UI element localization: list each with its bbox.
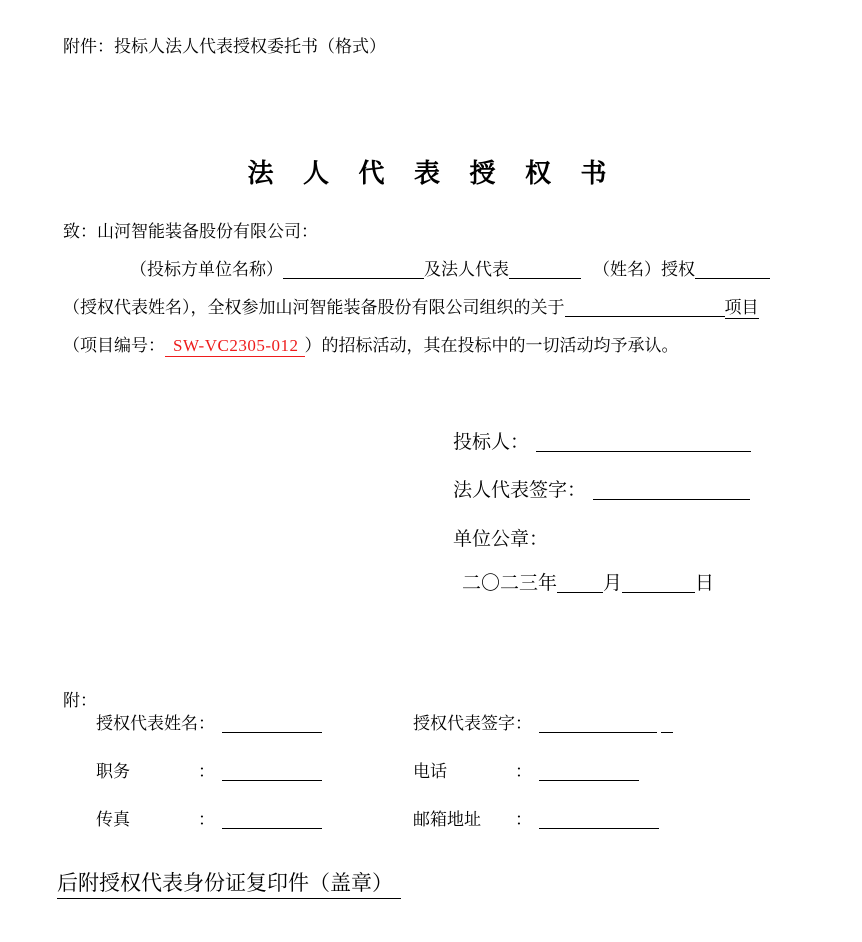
colon: ：	[198, 810, 215, 829]
body-line-project-code	[63, 334, 679, 358]
fax-blank[interactable]	[222, 810, 322, 829]
fax-label: 传真	[96, 810, 130, 829]
position-blank[interactable]	[222, 762, 322, 781]
rep-signature-blank[interactable]	[539, 714, 657, 733]
appendix-field-fax	[96, 808, 322, 832]
rep-name-label: 授权代表姓名	[96, 714, 198, 733]
appendix-row-name-signature	[0, 712, 862, 742]
colon: ：	[515, 762, 532, 781]
bidder-signature-blank[interactable]	[536, 433, 751, 452]
date-month-blank[interactable]	[557, 574, 603, 593]
appendix-field-rep-signature	[413, 712, 673, 736]
email-label: 邮箱地址	[413, 810, 481, 829]
appendix-field-email	[413, 808, 659, 832]
signature-row-bidder	[453, 430, 751, 456]
project-code-value: SW-VC2305-012	[165, 336, 305, 357]
date-year-text: 二〇二三年	[462, 573, 558, 594]
legal-rep-text: 及法人代表	[424, 260, 509, 279]
project-name-blank[interactable]	[565, 298, 725, 317]
appendix-row-position-phone	[0, 760, 862, 790]
bidder-unit-name-label: （投标方单位名称）	[130, 260, 283, 279]
attachment-note: 附件：投标人法人代表授权委托书（格式）	[63, 37, 386, 56]
appendix-field-position	[96, 760, 322, 784]
colon: ：	[198, 762, 215, 781]
appendix-heading: 附：	[63, 691, 97, 710]
authorized-rep-text: （授权代表姓名），全权参加山河智能装备股份有限公司组织的关于	[63, 298, 565, 317]
signature-row-legal-rep	[453, 478, 750, 504]
document-title: 法 人 代 表 授 权 书	[247, 159, 615, 188]
body-line-bidder-name	[130, 258, 770, 282]
date-day-text: 日	[695, 573, 715, 594]
project-word-underlined: 项目	[724, 298, 759, 317]
bidder-label: 投标人：	[453, 432, 530, 453]
body-line-project	[63, 296, 759, 320]
position-label: 职务	[96, 762, 130, 781]
footer-note-underlined: 后附授权代表身份证复印件（盖章）	[57, 871, 401, 899]
unit-seal-label: 单位公章：	[453, 529, 549, 550]
appendix-field-rep-name	[96, 712, 322, 736]
phone-blank[interactable]	[539, 762, 639, 781]
rep-name-blank[interactable]	[222, 714, 322, 733]
appendix-field-phone	[413, 760, 639, 784]
date-day-blank[interactable]	[622, 574, 695, 593]
phone-label: 电话	[413, 762, 447, 781]
footer-note-line	[57, 869, 401, 897]
colon: ：	[515, 810, 532, 829]
email-blank[interactable]	[539, 810, 659, 829]
appendix-row-fax-email	[0, 808, 862, 838]
signature-row-seal	[453, 527, 548, 553]
rep-signature-blank-tail[interactable]	[661, 714, 673, 733]
signature-row-date	[462, 571, 714, 597]
rep-signature-label: 授权代表签字	[413, 714, 515, 733]
authorized-name-blank[interactable]	[695, 260, 770, 279]
colon: ：	[198, 714, 215, 733]
project-code-label: （项目编号：	[63, 336, 165, 355]
date-month-text: 月	[603, 573, 623, 594]
legal-rep-name-blank[interactable]	[509, 260, 581, 279]
bid-activity-text: ）的招标活动，其在投标中的一切活动均予承认。	[304, 336, 679, 355]
colon: ：	[515, 714, 532, 733]
legal-rep-signature-blank[interactable]	[593, 481, 750, 500]
salutation-line: 致：山河智能装备股份有限公司：	[63, 222, 318, 241]
authorize-text: （姓名）授权	[593, 260, 695, 279]
legal-rep-sign-label: 法人代表签字：	[453, 480, 587, 501]
bidder-unit-name-blank[interactable]	[283, 260, 424, 279]
